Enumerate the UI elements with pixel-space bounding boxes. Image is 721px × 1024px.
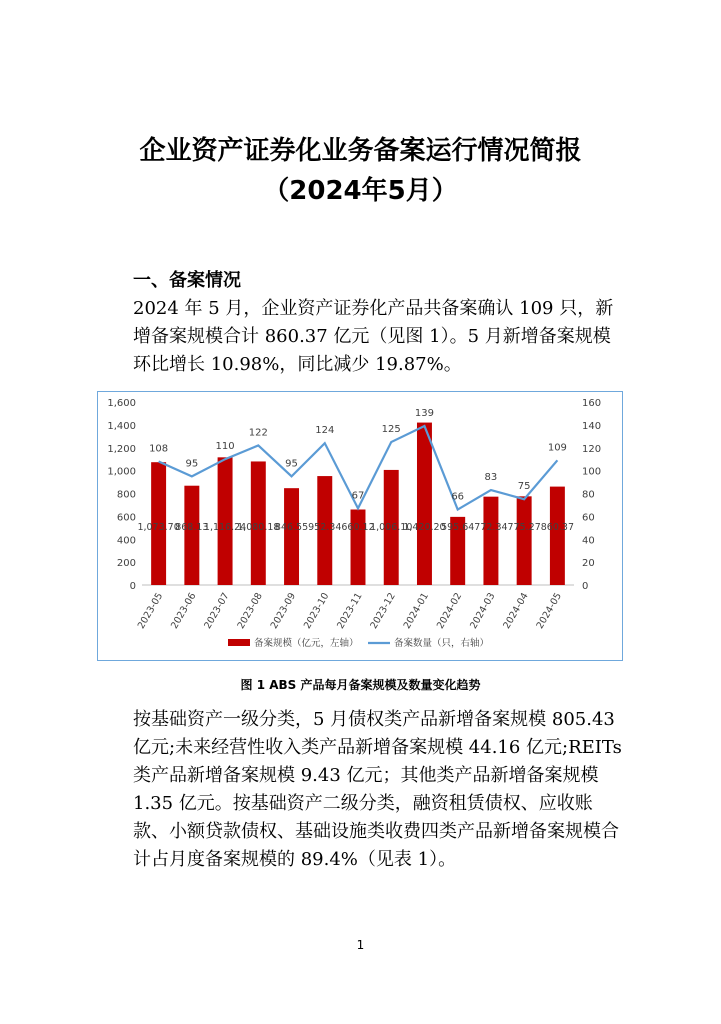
legend-bar-label: 备案规模（亿元，左轴） [254, 638, 359, 649]
x-category-label: 2024-02 [434, 591, 465, 631]
right-axis-tick-label: 60 [582, 512, 595, 524]
bar [517, 496, 532, 585]
line-value-label: 66 [451, 491, 465, 503]
x-category-label: 2024-01 [401, 591, 432, 631]
left-axis-tick-label: 200 [116, 558, 136, 570]
right-axis-tick-label: 160 [582, 398, 602, 409]
line-value-label: 95 [285, 458, 298, 470]
left-axis-tick-label: 1,000 [107, 466, 136, 478]
x-category-label: 2024-05 [534, 591, 564, 631]
left-axis-tick-label: 800 [116, 489, 136, 501]
x-category-label: 2023-12 [368, 591, 398, 631]
x-category-label: 2023-11 [335, 591, 365, 631]
bar [550, 487, 565, 585]
bar [184, 486, 199, 585]
bar-value-label: 660.12 [341, 522, 375, 533]
line-value-label: 83 [484, 472, 498, 484]
x-category-label: 2023-06 [169, 591, 199, 631]
bar-value-label: 1,116.24 [203, 522, 247, 533]
bar-value-label: 775.27 [507, 522, 541, 533]
paragraph-2-text: 按基础资产一级分类，5 月债权类产品新增备案规模 805.43 亿元;未来经营性收入类产品新增备案规模 44.16 亿元;REITs 类产品新增备案规模 9.43 亿元；其他类产品新增备案规模 1.35 亿元。按基础资产二级分类，融资租赁债权、应收账款、小额贷款债权、基础设施类收费四类产品新增备案规模合计占月度备案规模的 89.4%（见表 1）。 [133, 709, 622, 870]
left-axis-tick-label: 1,200 [107, 443, 136, 455]
right-axis-tick-label: 0 [582, 581, 589, 592]
x-category-label: 2024-03 [468, 591, 498, 631]
doc-title-line1: 企业资产证券化业务备案运行情况简报 [139, 136, 582, 166]
line-value-label: 110 [215, 441, 235, 453]
bar-value-label: 1,080.18 [237, 522, 280, 533]
line-value-label: 108 [149, 443, 169, 455]
bar-value-label: 846.55 [274, 522, 309, 533]
doc-title-line2: （2024年5月） [263, 176, 458, 206]
x-category-label: 2023-10 [301, 591, 332, 631]
left-axis-tick-label: 600 [116, 512, 136, 524]
bar [417, 423, 432, 585]
bar-value-label: 860.37 [540, 522, 575, 533]
bar-value-label: 868.13 [175, 522, 209, 533]
bar [284, 488, 299, 585]
x-category-label: 2023-07 [202, 591, 232, 631]
figure-caption: 图 1 ABS 产品每月备案规模及数量变化趋势 [240, 678, 481, 692]
x-category-label: 2023-08 [235, 591, 265, 631]
paragraph-1-text: 2024 年 5 月，企业资产证券化产品共备案确认 109 只，新增备案规模合计 860.37 亿元（见图 1）。5 月新增备案规模环比增长 10.98%，同比减少 19.87%。 [133, 298, 614, 375]
line-value-label: 139 [414, 408, 435, 420]
right-axis-tick-label: 40 [582, 535, 595, 547]
x-category-label: 2023-05 [135, 591, 166, 631]
bar-value-label: 1,073.70 [137, 522, 180, 533]
right-axis-tick-label: 80 [582, 489, 595, 501]
bar-value-label: 595.64 [441, 522, 475, 533]
right-axis-tick-label: 120 [582, 443, 602, 455]
right-axis-tick-label: 140 [582, 420, 602, 432]
left-axis-tick-label: 400 [116, 535, 136, 547]
left-axis-tick-label: 1,400 [107, 420, 136, 432]
left-axis-tick-label: 1,600 [107, 398, 136, 409]
x-category-label: 2024-04 [501, 591, 531, 631]
line-value-label: 109 [547, 442, 567, 454]
line-value-label: 67 [351, 490, 365, 502]
line-value-label: 122 [248, 427, 268, 439]
bar [483, 497, 498, 585]
bar-value-label: 772.34 [474, 522, 508, 533]
x-category-label: 2023-09 [268, 591, 299, 631]
paragraph-1 [133, 295, 627, 379]
left-axis-tick-label: 0 [129, 581, 136, 592]
abs-chart [98, 392, 622, 660]
line-value-label: 125 [381, 424, 401, 436]
bar-value-label: 1,006.10 [370, 522, 413, 533]
line-value-label: 95 [185, 458, 199, 470]
right-axis-tick-label: 100 [582, 466, 602, 478]
line-value-label: 124 [315, 425, 335, 437]
line-value-label: 75 [517, 481, 531, 493]
bar-value-label: 952.34 [308, 522, 342, 533]
paragraph-2 [133, 706, 627, 874]
legend-line-label: 备案数量（只，右轴） [394, 638, 490, 649]
page-number: 1 [356, 938, 365, 952]
section-heading: 一、备案情况 [133, 270, 241, 291]
legend-bar-swatch [228, 639, 250, 646]
right-axis-tick-label: 20 [582, 558, 595, 570]
bar-value-label: 1,420.20 [403, 522, 446, 533]
bar [351, 509, 366, 585]
chart-frame [97, 391, 623, 661]
